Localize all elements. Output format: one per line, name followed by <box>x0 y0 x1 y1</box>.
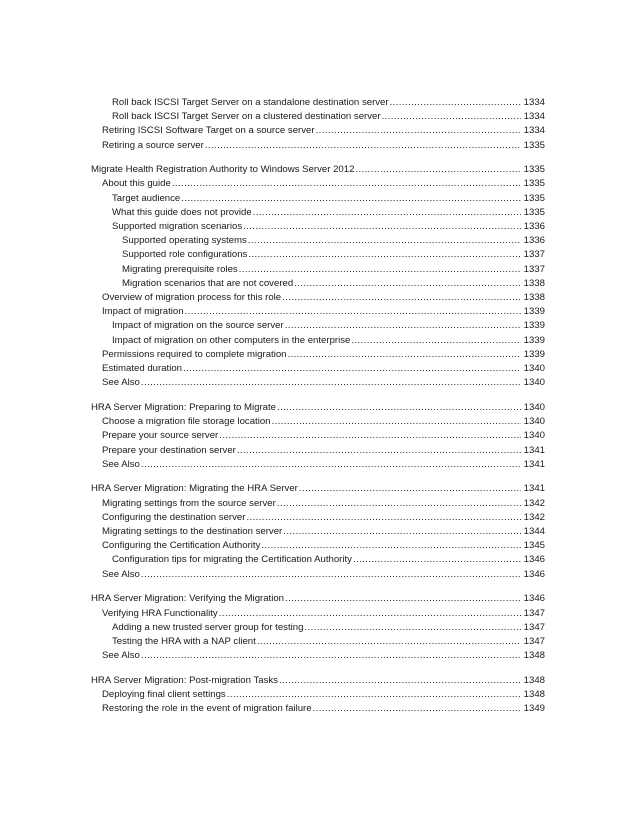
toc-page-number: 1334 <box>523 97 545 108</box>
toc-entry-title: Migration scenarios that are not covered <box>122 278 294 289</box>
toc-dot-leader <box>141 649 521 662</box>
toc-entry[interactable] <box>112 220 545 233</box>
toc-entry[interactable] <box>112 206 545 219</box>
toc-entry-title: Impact of migration on other computers in the enterprise <box>112 335 351 346</box>
toc-dot-leader <box>239 263 521 276</box>
toc-chapter-entry[interactable] <box>91 674 545 687</box>
toc-dot-leader <box>219 607 521 620</box>
toc-entry-title: See Also <box>102 569 140 580</box>
toc-dot-leader <box>353 553 521 566</box>
toc-dot-leader <box>313 702 521 715</box>
toc-entry-title: Impact of migration <box>102 306 184 317</box>
toc-entry-title: See Also <box>102 650 140 661</box>
toc-entry-title: What this guide does not provide <box>112 207 252 218</box>
toc-entry-title: Configuring the destination server <box>102 512 246 523</box>
toc-dot-leader <box>304 621 520 634</box>
toc-page-number: 1341 <box>523 459 545 470</box>
toc-page-number: 1347 <box>523 622 545 633</box>
toc-entry[interactable] <box>112 96 545 109</box>
toc-page-number: 1337 <box>523 264 545 275</box>
toc-entry[interactable] <box>122 277 545 290</box>
toc-entry-title: Migrating prerequisite roles <box>122 264 238 275</box>
toc-page-number: 1341 <box>523 483 545 494</box>
toc-entry[interactable] <box>112 553 545 566</box>
toc-dot-leader <box>285 319 521 332</box>
toc-entry[interactable] <box>102 177 545 190</box>
toc-entry-title: Prepare your destination server <box>102 445 236 456</box>
toc-page-number: 1342 <box>523 512 545 523</box>
toc-dot-leader <box>261 539 520 552</box>
toc-page-number: 1340 <box>523 416 545 427</box>
toc-page-number: 1335 <box>523 178 545 189</box>
toc-entry-title: Migrating settings from the source server <box>102 498 276 509</box>
toc-entry-title: Estimated duration <box>102 363 182 374</box>
toc-entry[interactable] <box>102 348 545 361</box>
toc-chapter-entry[interactable] <box>91 592 545 605</box>
toc-page-number: 1340 <box>523 430 545 441</box>
toc-entry[interactable] <box>112 635 545 648</box>
toc-entry-title: Overview of migration process for this role <box>102 292 282 303</box>
toc-entry-title: See Also <box>102 459 140 470</box>
toc-dot-leader <box>248 234 521 247</box>
toc-dot-leader <box>355 163 520 176</box>
toc-entry-title: HRA Server Migration: Verifying the Migration <box>91 593 285 604</box>
toc-page-number: 1348 <box>523 650 545 661</box>
toc-entry-title: Restoring the role in the event of migration failure <box>102 703 312 714</box>
toc-page-number: 1335 <box>523 207 545 218</box>
toc-entry-title: HRA Server Migration: Migrating the HRA Server <box>91 483 298 494</box>
toc-page-number: 1346 <box>523 569 545 580</box>
toc-page-number: 1340 <box>523 402 545 413</box>
toc-entry[interactable] <box>102 568 545 581</box>
toc-page-number: 1336 <box>523 221 545 232</box>
toc-page-number: 1342 <box>523 498 545 509</box>
toc-entry-title: Impact of migration on the source server <box>112 320 284 331</box>
toc-entry-title: Supported operating systems <box>122 235 247 246</box>
toc-dot-leader <box>172 177 521 190</box>
toc-entry[interactable] <box>102 291 545 304</box>
toc-chapter-entry[interactable] <box>91 482 545 495</box>
toc-entry-title: Target audience <box>112 193 181 204</box>
toc-page-number: 1347 <box>523 636 545 647</box>
toc-entry[interactable] <box>102 376 545 389</box>
toc-dot-leader <box>279 674 521 687</box>
toc-entry[interactable] <box>102 124 545 137</box>
toc-entry-title: Verifying HRA Functionality <box>102 608 218 619</box>
toc-dot-leader <box>288 348 521 361</box>
toc-entry[interactable] <box>102 511 545 524</box>
toc-dot-leader <box>285 592 521 605</box>
toc-entry[interactable] <box>122 234 545 247</box>
toc-entry-title: Migrating settings to the destination server <box>102 526 283 537</box>
toc-entry-title: Supported migration scenarios <box>112 221 243 232</box>
toc-entry-title: HRA Server Migration: Preparing to Migrate <box>91 402 277 413</box>
toc-chapter-entry[interactable] <box>91 163 545 176</box>
toc-dot-leader <box>227 688 521 701</box>
toc-dot-leader <box>246 511 520 524</box>
toc-dot-leader <box>277 401 521 414</box>
toc-entry[interactable] <box>102 702 545 715</box>
toc-entry-title: HRA Server Migration: Post-migration Tasks <box>91 675 278 686</box>
toc-entry-title: Adding a new trusted server group for testing <box>112 622 304 633</box>
toc-dot-leader <box>282 291 521 304</box>
toc-page-number: 1335 <box>523 193 545 204</box>
toc-dot-leader <box>253 206 521 219</box>
toc-dot-leader <box>185 305 521 318</box>
toc-entry[interactable] <box>102 444 545 457</box>
toc-entry-title: Configuring the Certification Authority <box>102 540 261 551</box>
toc-page-number: 1334 <box>523 125 545 136</box>
toc-dot-leader <box>351 334 520 347</box>
toc-entry-title: Deploying final client settings <box>102 689 226 700</box>
toc-entry-title: Migrate Health Registration Authority to Windows Server 2012 <box>91 164 355 175</box>
toc-dot-leader <box>390 96 521 109</box>
toc-entry-title: Permissions required to complete migration <box>102 349 287 360</box>
toc-page-number: 1336 <box>523 235 545 246</box>
toc-page-number: 1339 <box>523 306 545 317</box>
toc-page-number: 1346 <box>523 554 545 565</box>
toc-entry-title: Prepare your source server <box>102 430 219 441</box>
toc-page-number: 1348 <box>523 675 545 686</box>
toc-entry-title: Roll back ISCSI Target Server on a clustered destination server <box>112 111 381 122</box>
toc-entry[interactable] <box>112 319 545 332</box>
toc-dot-leader <box>181 192 520 205</box>
toc-page-number: 1344 <box>523 526 545 537</box>
toc-page-number: 1337 <box>523 249 545 260</box>
toc-page-number: 1340 <box>523 377 545 388</box>
toc-entry[interactable] <box>102 649 545 662</box>
toc-page-number: 1335 <box>523 164 545 175</box>
toc-entry-title: See Also <box>102 377 140 388</box>
toc-entry-title: Supported role configurations <box>122 249 248 260</box>
toc-dot-leader <box>219 429 520 442</box>
toc-page-number: 1339 <box>523 349 545 360</box>
toc-dot-leader <box>205 139 521 152</box>
toc-dot-leader <box>272 415 521 428</box>
toc-entry[interactable] <box>102 429 545 442</box>
toc-page-number: 1348 <box>523 689 545 700</box>
toc-entry-title: Retiring a source server <box>102 140 204 151</box>
toc-dot-leader <box>141 458 521 471</box>
toc-entry[interactable] <box>112 621 545 634</box>
toc-entry[interactable] <box>102 415 545 428</box>
toc-entry[interactable] <box>122 248 545 261</box>
toc-page-number: 1345 <box>523 540 545 551</box>
toc-dot-leader <box>183 362 521 375</box>
toc-entry[interactable] <box>102 139 545 152</box>
toc-dot-leader <box>299 482 521 495</box>
toc-entry-title: Choose a migration file storage location <box>102 416 271 427</box>
toc-page-number: 1335 <box>523 140 545 151</box>
toc-dot-leader <box>294 277 520 290</box>
toc-entry[interactable] <box>112 192 545 205</box>
toc-page-number: 1334 <box>523 111 545 122</box>
toc-page-number: 1340 <box>523 363 545 374</box>
toc-page-number: 1339 <box>523 335 545 346</box>
toc-dot-leader <box>277 497 521 510</box>
toc-chapter-entry[interactable] <box>91 401 545 414</box>
toc-dot-leader <box>382 110 521 123</box>
toc-dot-leader <box>257 635 521 648</box>
toc-page-number: 1349 <box>523 703 545 714</box>
toc-entry[interactable] <box>102 539 545 552</box>
toc-page-number: 1347 <box>523 608 545 619</box>
toc-entry[interactable] <box>102 607 545 620</box>
toc-dot-leader <box>316 124 521 137</box>
toc-dot-leader <box>248 248 520 261</box>
toc-entry[interactable] <box>102 525 545 538</box>
toc-entry[interactable] <box>122 263 545 276</box>
toc-entry-title: Testing the HRA with a NAP client <box>112 636 256 647</box>
toc-dot-leader <box>237 444 521 457</box>
toc-entry-title: About this guide <box>102 178 171 189</box>
toc-dot-leader <box>283 525 520 538</box>
toc-page-number: 1339 <box>523 320 545 331</box>
toc-dot-leader <box>141 376 521 389</box>
toc-entry[interactable] <box>102 362 545 375</box>
toc-page-number: 1346 <box>523 593 545 604</box>
toc-entry-title: Configuration tips for migrating the Certification Authority <box>112 554 352 565</box>
toc-entry-title: Retiring ISCSI Software Target on a source server <box>102 125 315 136</box>
toc-dot-leader <box>243 220 521 233</box>
toc-page-number: 1338 <box>523 292 545 303</box>
toc-page-number: 1341 <box>523 445 545 456</box>
toc-entry[interactable] <box>102 688 545 701</box>
toc-entry[interactable] <box>102 458 545 471</box>
toc-page-number: 1338 <box>523 278 545 289</box>
toc-entry[interactable] <box>102 497 545 510</box>
toc-entry[interactable] <box>102 305 545 318</box>
toc-entry[interactable] <box>112 334 545 347</box>
toc-dot-leader <box>141 568 521 581</box>
toc-entry-title: Roll back ISCSI Target Server on a standalone destination server <box>112 97 389 108</box>
toc-entry[interactable] <box>112 110 545 123</box>
